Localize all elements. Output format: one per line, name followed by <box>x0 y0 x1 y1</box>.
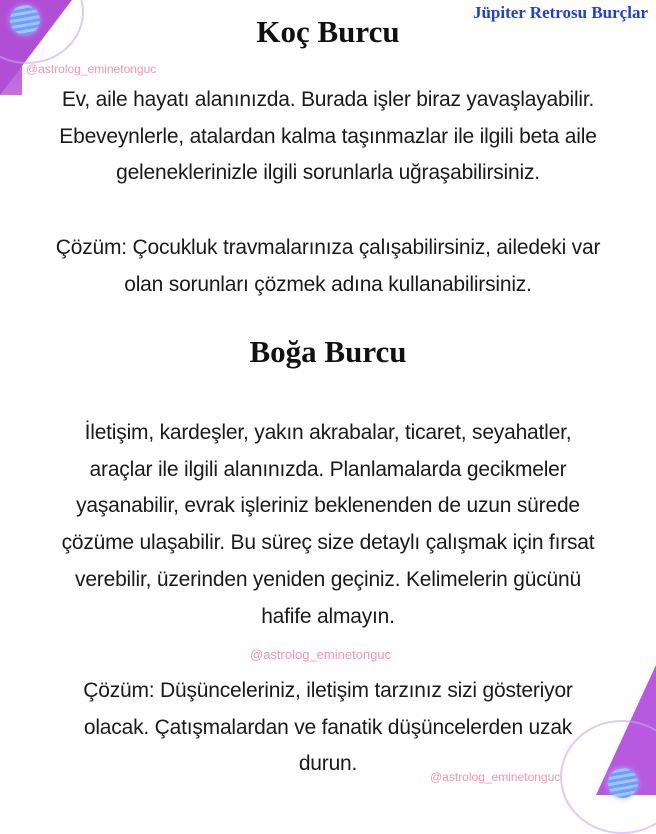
section-title-boga: Boğa Burcu <box>249 334 407 369</box>
text-line: Çözüm: Çocukluk travmalarınıza çalışabilirsiniz, ailedeki var <box>55 236 601 259</box>
text-line: geleneklerinizle ilgili sorunlarla uğraşabilirsiniz. <box>116 161 540 185</box>
section-title-koc: Koç Burcu <box>256 14 400 49</box>
text-line: hafife almayın. <box>261 604 395 628</box>
section-body-boga <box>0 415 656 635</box>
watermark: @astrolog_eminetonguc <box>430 770 561 784</box>
text-line: yaşanabilir, evrak işleriniz beklenenden de uzun sürede <box>76 494 580 518</box>
text-line: çözüme ulaşabilir. Bu süreç size detaylı çalışmak için fırsat <box>61 531 595 555</box>
section-solution-koc <box>0 230 656 303</box>
text-line: olan sorunları çözmek adına kullanabilirsiniz. <box>124 272 532 296</box>
text-line: İletişim, kardeşler, yakın akrabalar, ticaret, seyahatler, <box>84 421 572 444</box>
text-line: Çözüm: Düşünceleriniz, iletişim tarzınız sizi gösteriyor <box>83 679 573 702</box>
text-line: Ev, aile hayatı alanınızda. Burada işler biraz yavaşlayabilir. <box>61 88 595 111</box>
section-solution-boga <box>0 673 656 783</box>
header-tag: Jüpiter Retrosu Burçlar <box>472 3 648 22</box>
text-line: verebilir, üzerinden yeniden geçiniz. Kelimelerin gücünü <box>75 567 581 591</box>
watermark: @astrolog_eminetonguc <box>26 62 157 76</box>
section-body-koc <box>0 82 656 192</box>
text-line: durun. <box>298 752 358 776</box>
text-line: olacak. Çatışmalardan ve fanatik düşüncelerden uzak <box>83 715 573 739</box>
watermark: @astrolog_eminetonguc <box>250 647 392 662</box>
text-line: Ebeveynlerle, atalardan kalma taşınmazlar ile ilgili beta aile <box>59 124 597 148</box>
text-line: araçlar ile ilgili alanınızda. Planlamalarda gecikmeler <box>89 457 567 481</box>
